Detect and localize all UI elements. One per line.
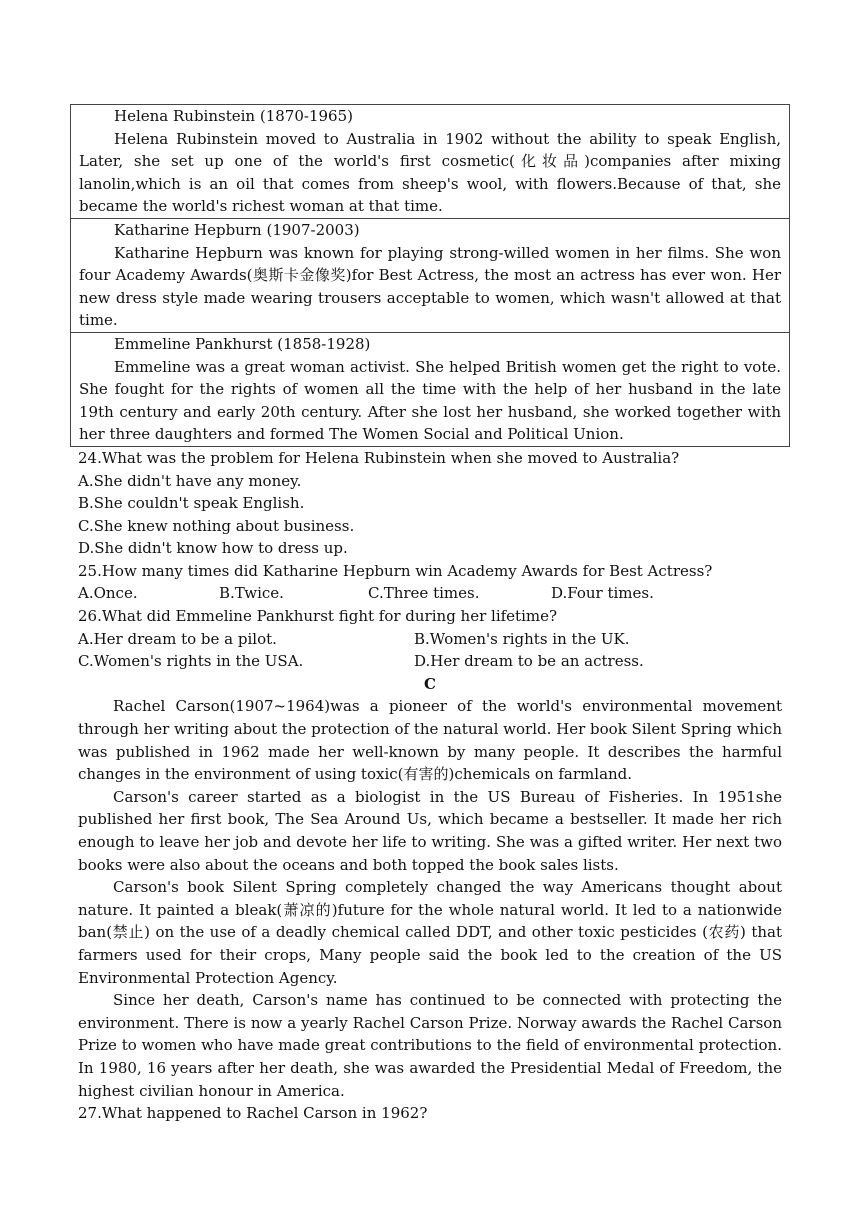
question-26-options-row-1 <box>78 628 782 651</box>
passage-paragraph: Since her death, Carson's name has continued to be connected with protecting the environment. There is now a yearly Rachel Carson Prize. Norway awards the Rachel Carson Prize to women who have made great contributions to the field of environmental protection. In 1980, 16 years after her death, she was awarded the Presidential Medal of Freedom, the highest civilian honour in America. <box>78 991 782 1100</box>
person-heading: Emmeline Pankhurst (1858-1928) <box>114 334 371 353</box>
passage-paragraph: Carson's career started as a biologist in the US Bureau of Fisheries. In 1951she published her first book, The Sea Around Us, which became a bestseller. It made her rich enough to leave her job and devote her life to writing. She was a gifted writer. Her next two books were also about the oceans and both topped the book sales lists. <box>78 787 782 874</box>
question-26-option-a: A.Her dream to be a pilot. <box>78 629 277 648</box>
person-heading: Helena Rubinstein (1870-1965) <box>114 107 353 125</box>
question-25-stem: 25.How many times did Katharine Hepburn win Academy Awards for Best Actress? <box>78 561 713 580</box>
section-c-heading: C <box>424 674 436 693</box>
question-25-option-c: C.Three times. <box>368 584 480 603</box>
person-description: Katharine Hepburn was known for playing strong-willed women in her films. She won four Academy Awards(奥斯卡金像奖)for Best Actress, the most an actress has ever won. Her new dress style made wearing trousers acceptable to women, which wasn't allowed at that time. <box>79 243 781 330</box>
person-description: Emmeline was a great woman activist. She helped British women get the right to vote. She fought for the rights of women all the time with the help of her husband in the late 19th century and early 20th century. After she lost her husband, she worked together with her three daughters and formed The Women Social and Political Union. <box>79 357 781 444</box>
table-row <box>71 332 790 446</box>
question-26-option-b: B.Women's rights in the UK. <box>414 629 630 648</box>
person-description: Helena Rubinstein moved to Australia in 1902 without the ability to speak English, Later, she set up one of the world's first cosmetic(化妆品)companies after mixing lanolin,which is an oil that comes from sheep's wool, with flowers.Because of that, she became the world's richest woman at that time. <box>79 129 781 216</box>
question-26-option-d: D.Her dream to be an actress. <box>414 652 644 671</box>
question-24-stem: 24.What was the problem for Helena Rubinstein when she moved to Australia? <box>78 448 680 467</box>
table-cell <box>71 218 790 332</box>
passage-paragraph: Carson's book Silent Spring completely changed the way Americans thought about nature. It painted a bleak(萧凉的)future for the whole natural world. It led to a nationwide ban(禁止) on the use of a deadly chemical called DDT, and other toxic pesticides (农药) that farmers used for their crops, Many people said the book led to the creation of the US Environmental Protection Agency. <box>78 878 782 987</box>
table-cell <box>71 105 790 219</box>
document-page <box>78 104 782 1125</box>
table-row <box>71 105 790 219</box>
question-24-option-d: D.She didn't know how to dress up. <box>78 539 348 558</box>
table-cell <box>71 332 790 446</box>
person-heading: Katharine Hepburn (1907-2003) <box>114 220 360 239</box>
question-26-stem: 26.What did Emmeline Pankhurst fight for during her lifetime? <box>78 607 558 626</box>
passage-paragraph: Rachel Carson(1907~1964)was a pioneer of the world's environmental movement through her writing about the protection of the natural world. Her book Silent Spring which was published in 1962 made her well-known by many people. It describes the harmful changes in the environment of using toxic(有害的)chemicals on farmland. <box>78 697 782 784</box>
question-26-options-row-2 <box>78 650 782 673</box>
question-24-option-a: A.She didn't have any money. <box>78 471 302 490</box>
question-25-option-a: A.Once. <box>78 584 138 603</box>
biography-table <box>70 104 790 447</box>
question-25-option-b: B.Twice. <box>219 584 284 603</box>
question-27-stem: 27.What happened to Rachel Carson in 1962? <box>78 1104 428 1123</box>
table-row <box>71 218 790 332</box>
question-26-option-c: C.Women's rights in the USA. <box>78 652 304 671</box>
question-25-option-d: D.Four times. <box>551 584 654 603</box>
question-25-options <box>78 582 782 605</box>
question-24-option-b: B.She couldn't speak English. <box>78 494 305 513</box>
question-24-option-c: C.She knew nothing about business. <box>78 516 355 535</box>
